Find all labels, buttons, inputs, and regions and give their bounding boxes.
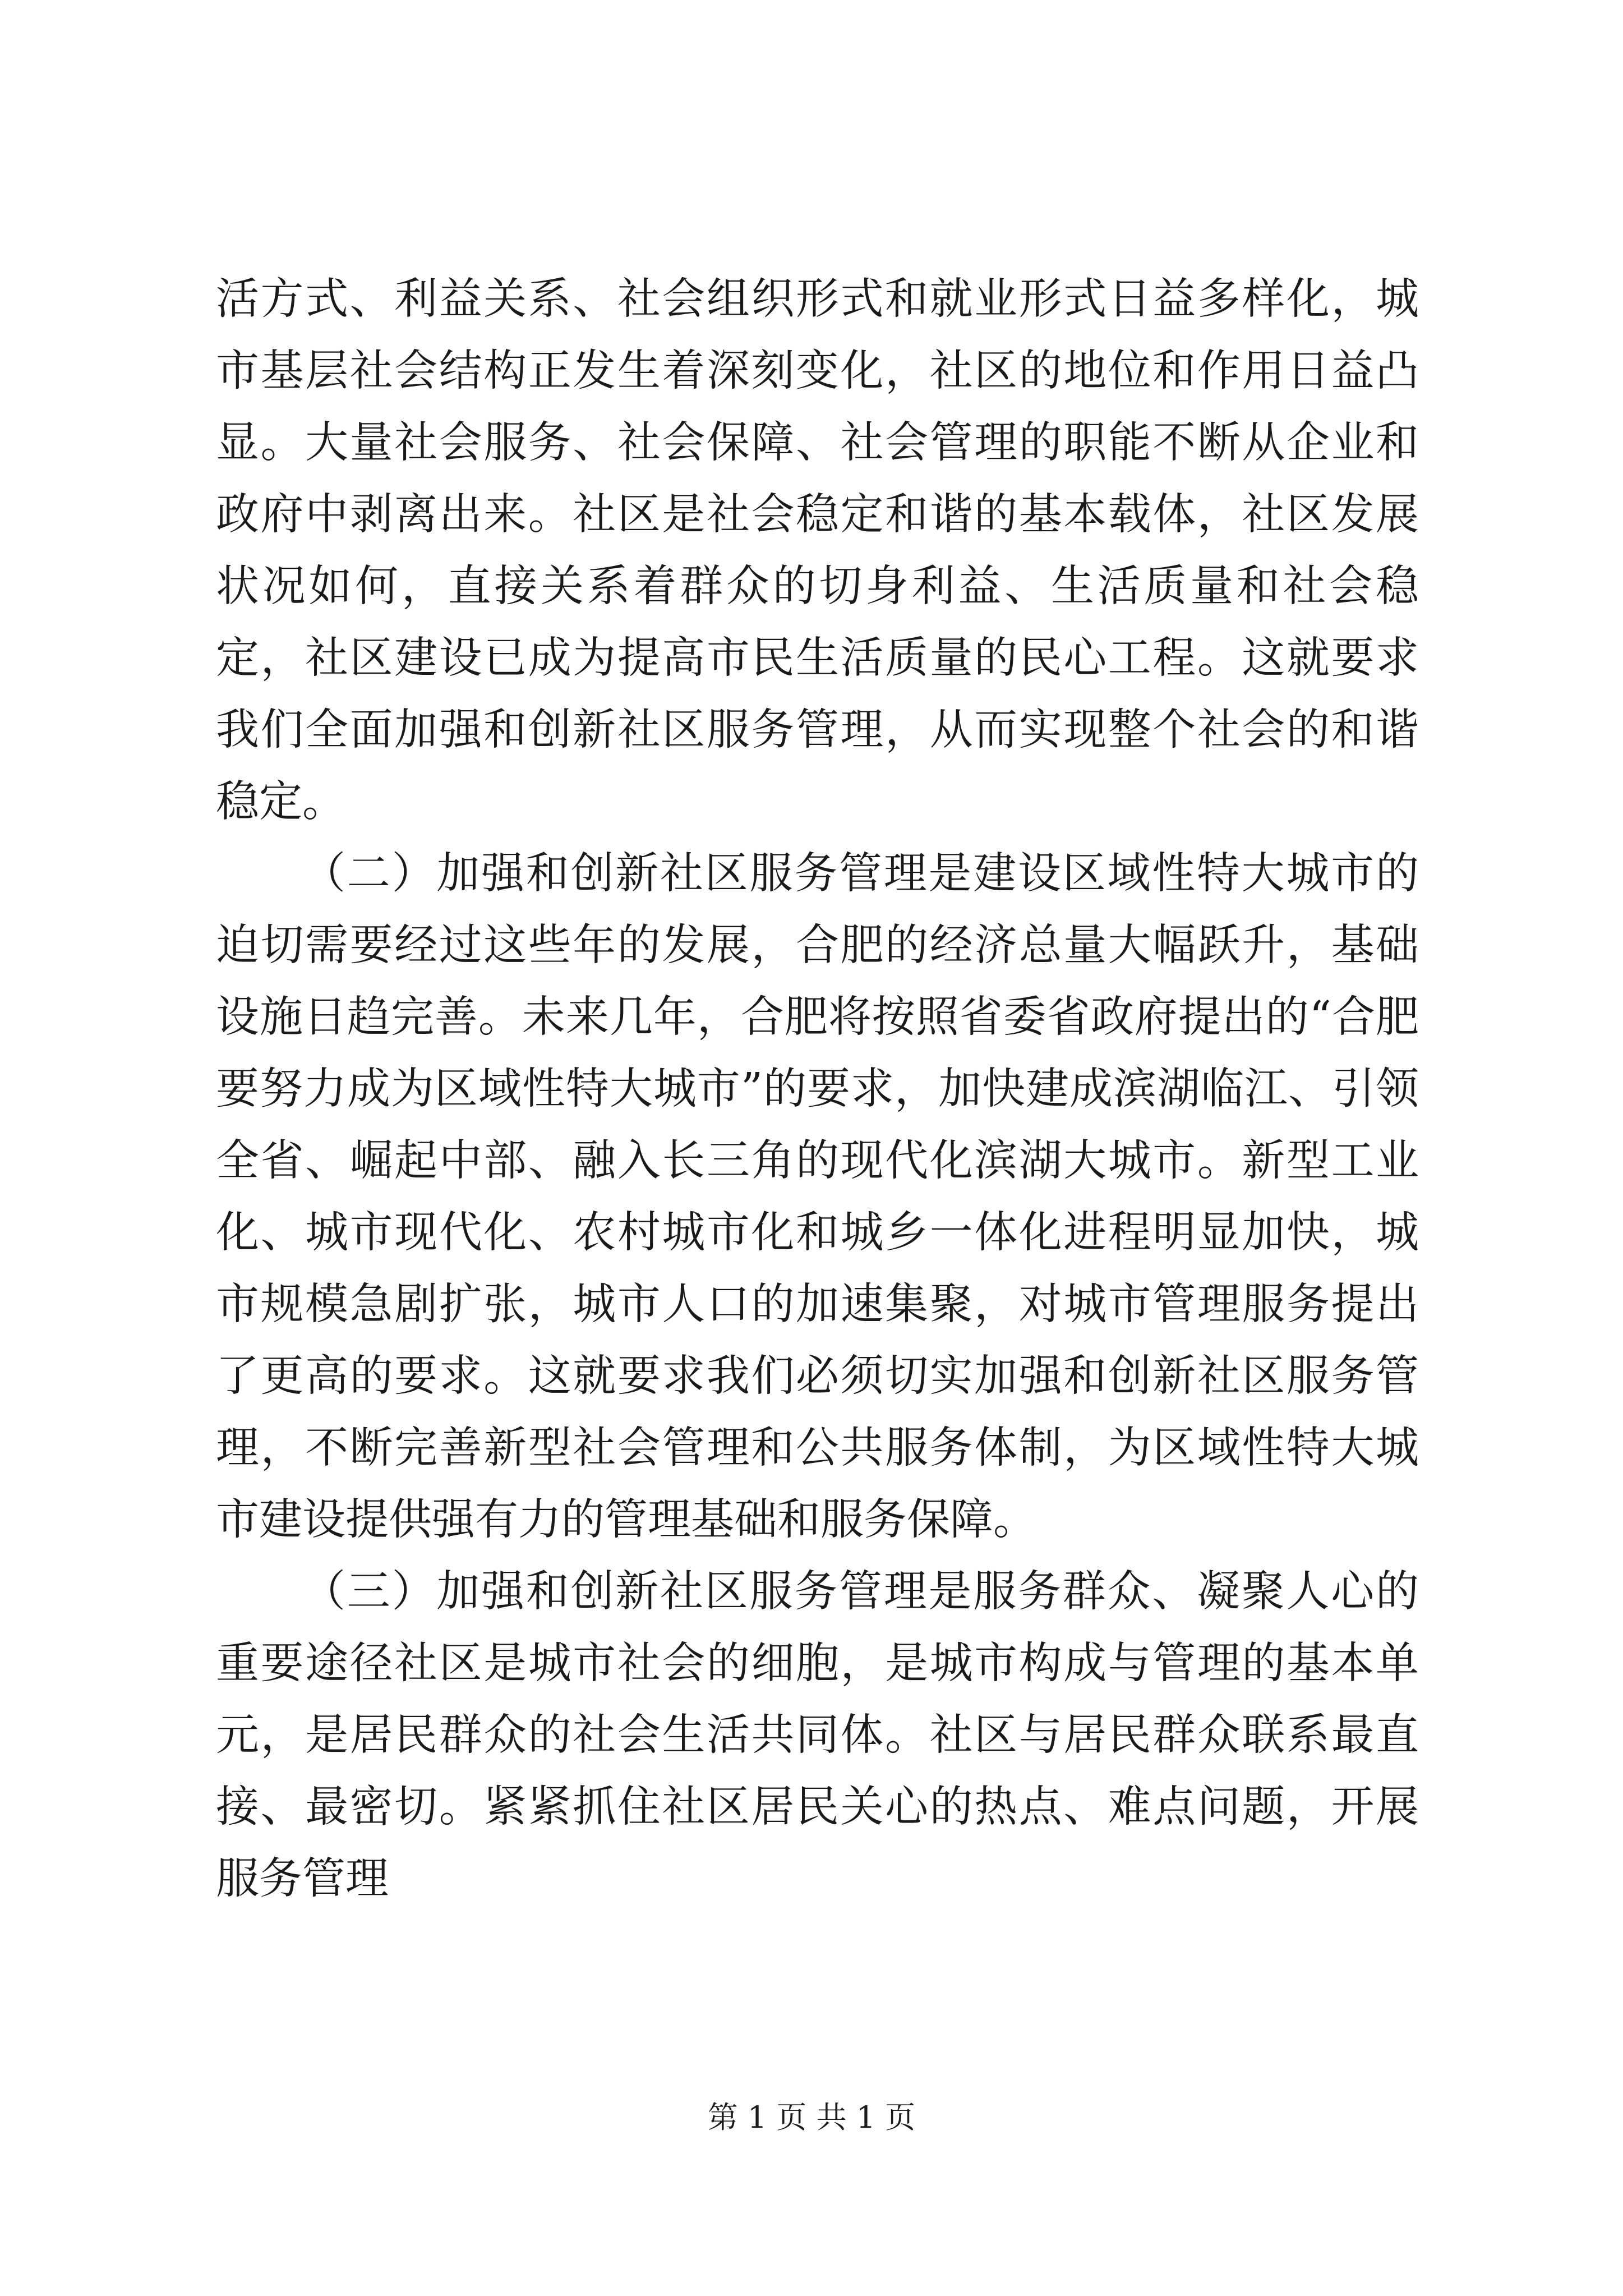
paragraph-1: 活方式、利益关系、社会组织形式和就业形式日益多样化，城市基层社会结构正发生着深刻变化，社区的地位和作用日益凸显。大量社会服务、社会保障、社会管理的职能不断从企业和政府中剥离出来。社区是社会稳定和谐的基本载体，社区发展状况如何，直接关系着群众的切身利益、生活质量和社会稳定，社区建设已成为提高市民生活质量的民心工程。这就要求我们全面加强和创新社区服务管理，从而实现整个社会的和谐稳定。 xyxy=(216,274,1419,827)
paragraph-3: （三）加强和创新社区服务管理是服务群众、凝聚人心的重要途径社区是城市社会的细胞，是城市构成与管理的基本单元，是居民群众的社会生活共同体。社区与居民群众联系最直接、最密切。紧紧抓住社区居民关心的热点、难点问题，开展服务管理 xyxy=(216,1567,1419,1904)
page-footer: 第 1 页 共 1 页 xyxy=(707,2100,916,2135)
document-body xyxy=(216,264,1419,1915)
paragraph-2: （二）加强和创新社区服务管理是建设区域性特大城市的迫切需要经过这些年的发展，合肥的经济总量大幅跃升，基础设施日趋完善。未来几年，合肥将按照省委省政府提出的“合肥要努力成为区域性特大城市”的要求，加快建成滨湖临江、引领全省、崛起中部、融入长三角的现代化滨湖大城市。新型工业化、城市现代化、农村城市化和城乡一体化进程明显加快，城市规模急剧扩张，城市人口的加速集聚，对城市管理服务提出了更高的要求。这就要求我们必须切实加强和创新社区服务管理，不断完善新型社会管理和公共服务体制，为区域性特大城市建设提供强有力的管理基础和服务保障。 xyxy=(216,849,1419,1545)
